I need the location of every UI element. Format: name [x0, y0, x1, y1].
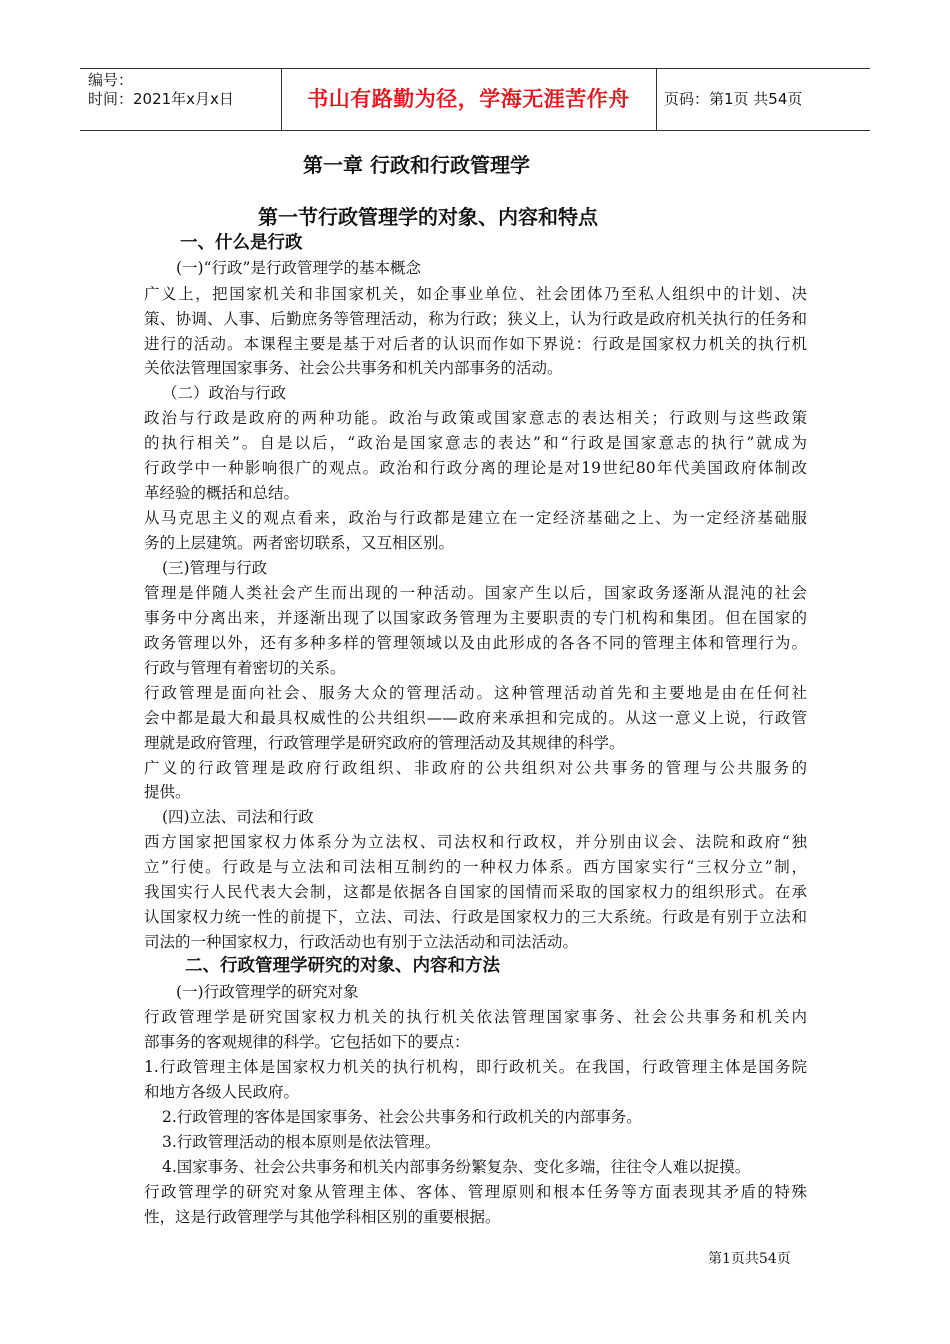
- paragraph-line: 务的上层建筑。两者密切联系，又互相区别。: [144, 534, 455, 552]
- paragraph-line: 政务管理以外，还有多种多样的管理领域以及由此形成的各各不同的管理主体和管理行为。: [144, 634, 807, 652]
- paragraph-line: 关依法管理国家事务、社会公共事务和机关内部事务的活动。: [144, 359, 563, 377]
- paragraph-line: 政治与行政是政府的两种功能。政治与政策或国家意志的表达相关；行政则与这些政策: [144, 409, 807, 427]
- paragraph-line: 广义上，把国家机关和非国家机关，如企事业单位、社会团体乃至私人组织中的计划、决: [144, 285, 807, 303]
- paragraph-line: 行政管理学是研究国家权力机关的执行机关依法管理国家事务、社会公共事务和机关内: [144, 1008, 807, 1026]
- paragraph-line: 广义的行政管理是政府行政组织、非政府的公共组织对公共事务的管理与公共服务的: [144, 759, 807, 777]
- paragraph-line: 革经验的概括和总结。: [144, 484, 300, 502]
- paragraph-line: 性，这是行政管理学与其他学科相区别的重要根据。: [144, 1208, 501, 1226]
- subheading: （二）政治与行政: [162, 384, 287, 402]
- paragraph-line: 理就是政府管理，行政管理学是研究政府的管理活动及其规律的科学。: [144, 734, 625, 752]
- list-item: 1.行政管理主体是国家权力机关的执行机构，即行政机关。在我国，行政管理主体是国务院: [144, 1058, 807, 1076]
- paragraph-line: 事务中分离出来，并逐渐出现了以国家政务管理为主要职责的专门机构和集团。但在国家的: [144, 609, 807, 627]
- paragraph-line: 提供。: [144, 783, 191, 801]
- header-divider: [656, 69, 657, 130]
- paragraph-line: 进行的活动。本课程主要是基于对后者的认识而作如下界说：行政是国家权力机关的执行机: [144, 335, 807, 353]
- header-page-info: 页码：第1页 共54页: [664, 90, 803, 108]
- paragraph-line: 认国家权力统一性的前提下，立法、司法、行政是国家权力的三大系统。行政是有别于立法和: [144, 908, 807, 926]
- paragraph-line: 策、协调、人事、后勤庶务等管理活动，称为行政；狭义上，认为行政是政府机关执行的任务和: [144, 310, 807, 328]
- paragraph-line: 立”行使。行政是与立法和司法相互制约的一种权力体系。西方国家实行“三权分立”制，: [144, 858, 807, 876]
- list-item: 2.行政管理的客体是国家事务、社会公共事务和行政机关的内部事务。: [162, 1108, 642, 1126]
- header-meta: [88, 71, 234, 109]
- heading-2: 二、行政管理学研究的对象、内容和方法: [185, 956, 500, 976]
- paragraph-line: 部事务的客观规律的科学。它包括如下的要点：: [144, 1033, 470, 1051]
- heading-1: 一、什么是行政: [180, 233, 303, 253]
- paragraph-line: 会中都是最大和最具权威性的公共组织——政府来承担和完成的。从这一意义上说，行政管: [144, 709, 807, 727]
- paragraph-line: 行政管理学的研究对象从管理主体、客体、管理原则和根本任务等方面表现其矛盾的特殊: [144, 1183, 807, 1201]
- list-item: 4.国家事务、社会公共事务和机关内部事务纷繁复杂、变化多端，往往令人难以捉摸。: [162, 1158, 751, 1176]
- list-item-cont: 和地方各级人民政府。: [144, 1083, 300, 1101]
- section-title: 第一节行政管理学的对象、内容和特点: [258, 205, 598, 229]
- paragraph-line: 我国实行人民代表大会制，这都是依据各自国家的国情而采取的国家权力的组织形式。在承: [144, 883, 807, 901]
- subheading: (三)管理与行政: [162, 559, 268, 577]
- paragraph-line: 西方国家把国家权力体系分为立法权、司法权和行政权，并分别由议会、法院和政府“独: [144, 833, 807, 851]
- subheading: (一)“行政”是行政管理学的基本概念: [176, 259, 421, 277]
- header-motto: 书山有路勤为径，学海无涯苦作舟: [307, 87, 630, 111]
- subheading: (四)立法、司法和行政: [162, 808, 314, 826]
- doc-number-label: 编号：: [88, 71, 134, 89]
- page-header: [80, 68, 870, 131]
- list-item: 3.行政管理活动的根本原则是依法管理。: [162, 1133, 441, 1151]
- paragraph-line: 行政学中一种影响很广的观点。政治和行政分离的理论是对19世纪80年代美国政府体制改: [144, 459, 807, 477]
- page-footer: 第1页共54页: [708, 1251, 791, 1267]
- paragraph-line: 管理是伴随人类社会产生而出现的一种活动。国家产生以后，国家政务逐渐从混沌的社会: [144, 584, 807, 602]
- doc-date: 时间：2021年x月x日: [88, 90, 234, 108]
- paragraph-line: 行政与管理有着密切的关系。: [144, 659, 346, 677]
- paragraph-line: 司法的一种国家权力，行政活动也有别于立法活动和司法活动。: [144, 933, 579, 951]
- paragraph-line: 的执行相关”。自是以后，“政治是国家意志的表达”和“行政是国家意志的执行”就成为: [144, 434, 807, 452]
- paragraph-line: 从马克思主义的观点看来，政治与行政都是建立在一定经济基础之上、为一定经济基础服: [144, 509, 807, 527]
- paragraph-line: 行政管理是面向社会、服务大众的管理活动。这种管理活动首先和主要地是由在任何社: [144, 684, 807, 702]
- chapter-title: 第一章 行政和行政管理学: [303, 153, 530, 177]
- subheading: (一)行政管理学的研究对象: [176, 983, 359, 1001]
